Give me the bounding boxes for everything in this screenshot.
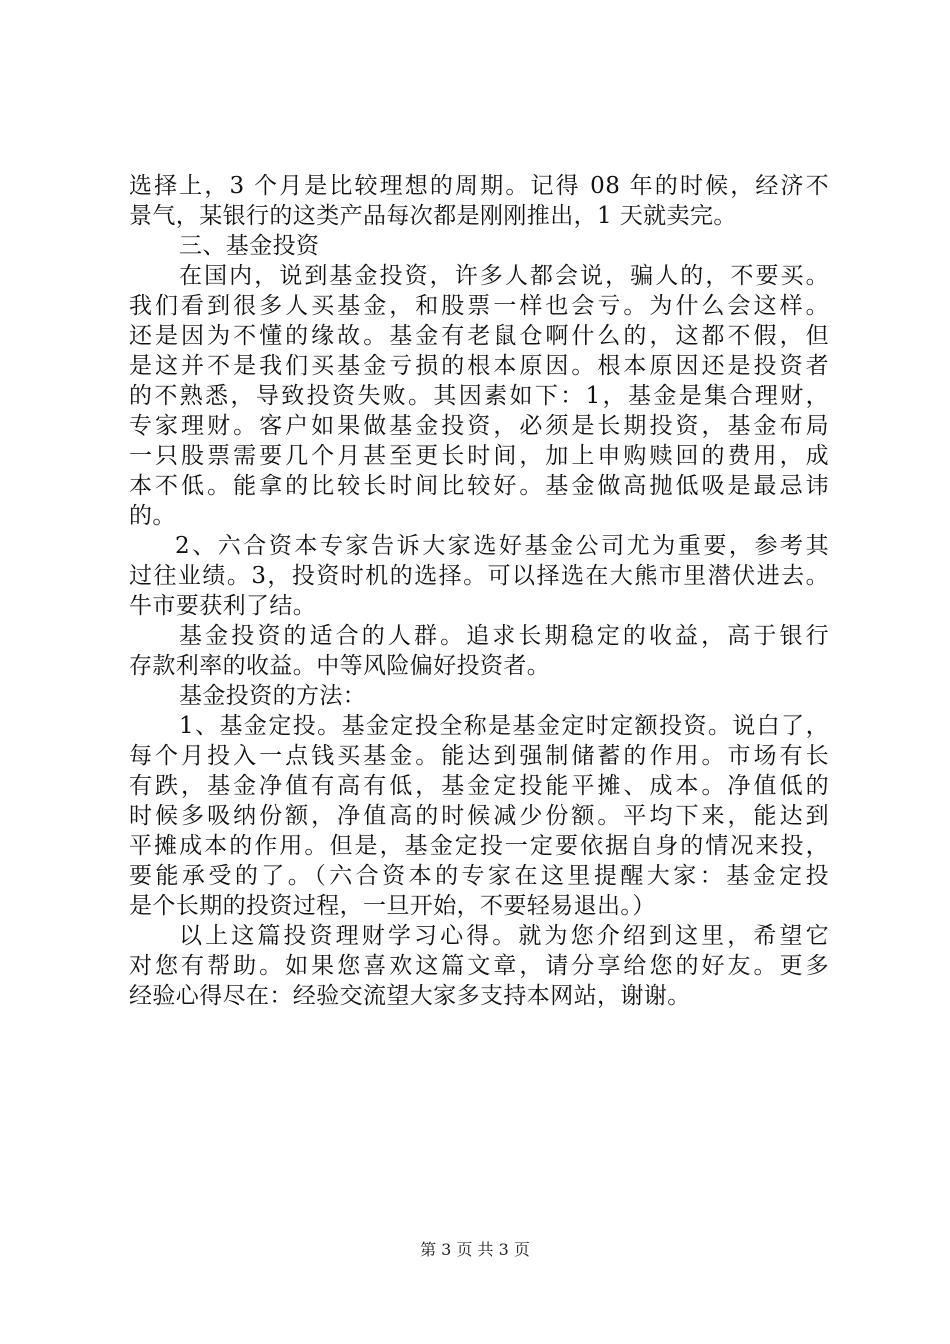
text-line: 在国内，说到基金投资，许多人都会说，骗人的，不要买。 [179,263,829,289]
document-body [129,171,829,1011]
text-line: 2、六合资本专家告诉大家选好基金公司尤为重要，参考其 [175,533,829,559]
text-line: 的。 [129,503,176,529]
text-line: 是个长期的投资过程，一旦开始，不要轻易退出。） [129,893,656,919]
text-line: 对您有帮助。如果您喜欢这篇文章，请分享给您的好友。更多 [129,953,829,979]
text-line: 基金投资的方法： [179,683,367,709]
text-line: 专家理财。客户如果做基金投资，必须是长期投资，基金布局 [129,413,829,439]
page-footer: 第 3 页 共 3 页 [420,1240,530,1259]
text-line: 牛市要获利了结。 [129,593,317,619]
text-line: 一只股票需要几个月甚至更长时间，加上申购赎回的费用，成 [129,443,829,469]
text-line: 时候多吸纳份额，净值高的时候减少份额。平均下来，能达到 [129,803,829,829]
text-line: 1、基金定投。基金定投全称是基金定时定额投资。说白了， [179,713,829,739]
text-line: 过往业绩。3，投资时机的选择。可以择选在大熊市里潜伏进去。 [129,563,829,589]
text-line: 景气，某银行的这类产品每次都是刚刚推出，1 天就卖完。 [129,203,737,229]
text-line: 选择上，3 个月是比较理想的周期。记得 08 年的时候，经济不 [129,173,829,199]
text-line: 经验心得尽在：经验交流望大家多支持本网站，谢谢。 [129,983,691,1009]
text-line: 我们看到很多人买基金，和股票一样也会亏。为什么会这样。 [129,293,829,319]
text-line: 平摊成本的作用。但是，基金定投一定要依据自身的情况来投， [129,833,829,859]
text-line: 每个月投入一点钱买基金。能达到强制储蓄的作用。市场有长 [129,743,829,769]
text-line: 基金投资的适合的人群。追求长期稳定的收益，高于银行 [179,623,829,649]
text-line: 是这并不是我们买基金亏损的根本原因。根本原因还是投资者 [129,353,829,379]
text-line: 的不熟悉，导致投资失败。其因素如下：1，基金是集合理财， [129,383,829,409]
text-line: 以上这篇投资理财学习心得。就为您介绍到这里，希望它 [179,923,829,949]
text-line: 有跌，基金净值有高有低，基金定投能平摊、成本。净值低的 [129,773,829,799]
text-line: 存款利率的收益。中等风险偏好投资者。 [129,653,551,679]
text-line: 本不低。能拿的比较长时间比较好。基金做高抛低吸是最忌讳 [129,473,829,499]
section-heading: 三、基金投资 [179,233,320,259]
text-line: 还是因为不懂的缘故。基金有老鼠仓啊什么的，这都不假，但 [129,323,829,349]
text-line: 要能承受的了。（六合资本的专家在这里提醒大家：基金定投 [129,863,829,889]
